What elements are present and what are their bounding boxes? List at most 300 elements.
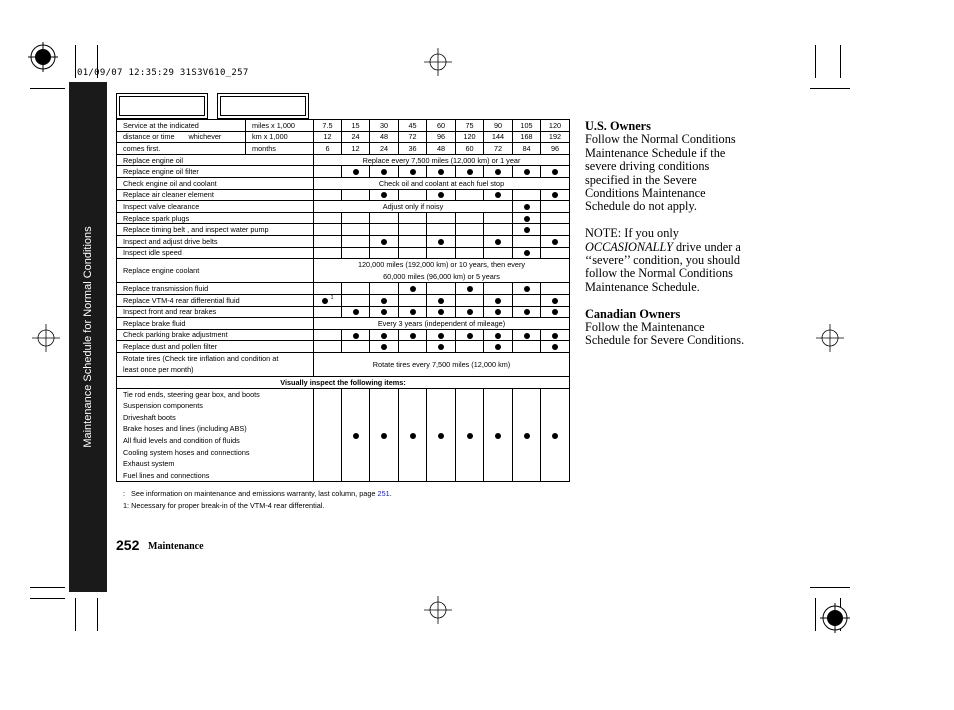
schedule-cell <box>342 189 370 201</box>
crop-mark <box>810 587 850 588</box>
crop-mark <box>810 88 850 89</box>
crop-mark <box>840 45 841 78</box>
schedule-cell <box>342 212 370 224</box>
us-owners-line: Schedule do not apply. <box>585 199 697 214</box>
schedule-cell <box>314 247 342 259</box>
schedule-cell <box>342 224 370 236</box>
interval-value: 15 <box>342 120 370 132</box>
schedule-cell <box>484 306 513 318</box>
interval-label: Service at the indicated <box>117 120 246 132</box>
note-text: NOTE: If you only <box>585 226 679 241</box>
service-dot-icon <box>524 227 530 233</box>
footnote-ref: 1 <box>330 295 334 302</box>
service-span-note: Replace every 7,500 miles (12,000 km) or 1 year <box>314 154 570 166</box>
schedule-cell <box>314 166 342 178</box>
interval-value: 48 <box>427 143 456 155</box>
schedule-cell <box>370 294 399 306</box>
service-label-line: Rotate tires (Check tire inflation and condition at <box>123 353 279 363</box>
page-number: 252 <box>116 537 140 553</box>
interval-value: 6 <box>314 143 342 155</box>
service-dot-icon <box>495 309 501 315</box>
service-row <box>117 224 570 236</box>
crosshair-icon <box>816 324 844 352</box>
schedule-cell <box>541 294 570 306</box>
maintenance-schedule-table <box>116 119 570 482</box>
interval-unit: km x 1,000 <box>246 131 314 143</box>
service-dot-icon <box>524 309 530 315</box>
interval-value: 96 <box>427 131 456 143</box>
schedule-cell <box>541 283 570 295</box>
schedule-cell <box>484 388 513 482</box>
schedule-cell <box>427 224 456 236</box>
service-dot-icon <box>552 344 558 350</box>
schedule-cell <box>399 329 427 341</box>
schedule-cell <box>541 212 570 224</box>
schedule-cell <box>399 212 427 224</box>
service-dot-icon <box>524 333 530 339</box>
service-label: Inspect idle speed <box>117 247 314 259</box>
schedule-cell <box>513 329 541 341</box>
service-dot-icon <box>552 169 558 175</box>
visual-inspection-heading: Visually inspect the following items: <box>117 377 570 389</box>
print-stamp: 01/09/07 12:35:29 31S3V610_257 <box>77 68 249 78</box>
service-dot-icon <box>353 309 359 315</box>
service-dot-icon <box>410 169 416 175</box>
schedule-cell <box>314 306 342 318</box>
service-row <box>117 189 570 201</box>
schedule-cell <box>456 283 484 295</box>
service-row <box>117 318 570 330</box>
service-row <box>117 154 570 166</box>
service-row <box>117 352 570 376</box>
schedule-cell <box>314 283 342 295</box>
note-line <box>585 227 775 240</box>
schedule-cell <box>541 166 570 178</box>
service-dot-icon <box>552 298 558 304</box>
service-dot-icon <box>353 169 359 175</box>
schedule-cell <box>484 189 513 201</box>
legend-box-left <box>116 93 208 119</box>
service-label: Replace spark plugs <box>117 212 314 224</box>
interval-label-text: whichever <box>188 132 222 142</box>
service-dot-icon <box>410 286 416 292</box>
registration-target-icon <box>820 603 850 633</box>
service-dot-icon <box>495 333 501 339</box>
schedule-cell <box>484 212 513 224</box>
service-dot-icon <box>410 333 416 339</box>
interval-value: 45 <box>399 120 427 132</box>
schedule-cell <box>399 283 427 295</box>
interval-value: 7.5 <box>314 120 342 132</box>
visual-inspection-item: Cooling system hoses and connections <box>123 447 250 457</box>
visual-inspection-item: Exhaust system <box>123 459 175 469</box>
schedule-cell <box>484 329 513 341</box>
schedule-cell <box>399 189 427 201</box>
schedule-cell <box>314 235 342 247</box>
service-dot-icon <box>524 433 530 439</box>
crop-mark <box>75 598 76 631</box>
schedule-cell <box>342 247 370 259</box>
canadian-owners-line: Schedule for Severe Conditions. <box>585 333 745 348</box>
service-dot-icon <box>552 333 558 339</box>
service-dot-icon <box>410 433 416 439</box>
schedule-cell <box>399 388 427 482</box>
schedule-cell <box>427 329 456 341</box>
interval-value: 168 <box>513 131 541 143</box>
interval-label: comes first. <box>117 143 246 155</box>
schedule-cell <box>484 283 513 295</box>
service-label: Check engine oil and coolant <box>117 177 314 189</box>
crop-mark <box>815 598 816 631</box>
schedule-cell <box>427 235 456 247</box>
interval-value: 60 <box>456 143 484 155</box>
schedule-cell <box>342 329 370 341</box>
page-section-title: Maintenance <box>148 541 204 552</box>
schedule-cell <box>513 306 541 318</box>
schedule-cell <box>314 212 342 224</box>
schedule-cell <box>513 212 541 224</box>
schedule-cell <box>427 306 456 318</box>
schedule-cell <box>399 166 427 178</box>
interval-value: 75 <box>456 120 484 132</box>
service-dot-icon <box>410 309 416 315</box>
service-dot-icon <box>495 192 501 198</box>
service-dot-icon <box>524 169 530 175</box>
schedule-cell <box>513 189 541 201</box>
schedule-cell <box>541 235 570 247</box>
schedule-cell <box>484 235 513 247</box>
service-dot-icon <box>381 169 387 175</box>
schedule-cell <box>427 189 456 201</box>
service-label: Replace transmission fluid <box>117 283 314 295</box>
service-span-note: Rotate tires every 7,500 miles (12,000 km) <box>314 352 570 376</box>
registration-target-icon <box>28 42 58 72</box>
visual-inspection-row <box>117 388 570 482</box>
visual-inspection-item: Suspension components <box>123 401 203 411</box>
schedule-cell <box>541 329 570 341</box>
service-span-note: Check oil and coolant at each fuel stop <box>314 177 570 189</box>
us-owners-text <box>585 133 775 213</box>
us-owners-line: severe driving conditions <box>585 159 710 174</box>
schedule-cell <box>314 341 342 353</box>
footnote-mark: : <box>123 489 126 498</box>
us-owners-line: Follow the Normal Conditions <box>585 132 736 147</box>
footnote-warranty <box>123 489 392 498</box>
schedule-cell <box>456 388 484 482</box>
schedule-cell <box>513 388 541 482</box>
schedule-cell <box>342 166 370 178</box>
us-owners-line: Maintenance Schedule if the <box>585 145 726 160</box>
service-span-note: Adjust only if noisy <box>314 201 513 213</box>
visual-inspection-list <box>117 388 314 482</box>
schedule-cell <box>427 341 456 353</box>
schedule-cell <box>370 329 399 341</box>
service-dot-icon <box>438 333 444 339</box>
service-row <box>117 247 570 259</box>
schedule-cell <box>314 329 342 341</box>
us-owners-line: Conditions Maintenance <box>585 186 706 201</box>
interval-value: 30 <box>370 120 399 132</box>
visual-inspection-item: Driveshaft boots <box>123 412 176 422</box>
schedule-cell <box>314 388 342 482</box>
canadian-owners-text <box>585 321 775 348</box>
schedule-cell <box>456 189 484 201</box>
service-dot-icon <box>495 433 501 439</box>
section-side-tab <box>69 82 107 592</box>
service-dot-icon <box>495 298 501 304</box>
schedule-cell <box>456 329 484 341</box>
crosshair-icon <box>32 324 60 352</box>
crop-mark <box>30 587 65 588</box>
schedule-cell <box>456 235 484 247</box>
schedule-cell <box>370 283 399 295</box>
service-row <box>117 177 570 189</box>
schedule-cell <box>541 224 570 236</box>
interval-unit: miles x 1,000 <box>246 120 314 132</box>
interval-value: 90 <box>484 120 513 132</box>
span-note-line: 60,000 miles (96,000 km) or 5 years <box>383 271 500 281</box>
crop-mark <box>815 45 816 78</box>
schedule-cell <box>484 341 513 353</box>
schedule-cell <box>456 224 484 236</box>
service-label: Replace timing belt , and inspect water pump <box>117 224 314 236</box>
schedule-cell <box>541 189 570 201</box>
interval-value: 72 <box>484 143 513 155</box>
service-dot-icon <box>438 298 444 304</box>
schedule-cell <box>399 224 427 236</box>
schedule-cell <box>456 166 484 178</box>
schedule-cell <box>456 247 484 259</box>
service-label: Inspect and adjust drive belts <box>117 235 314 247</box>
service-label: Check parking brake adjustment <box>117 329 314 341</box>
schedule-cell <box>513 294 541 306</box>
schedule-cell <box>456 212 484 224</box>
interval-label-text: distance or time <box>123 132 175 142</box>
schedule-cell <box>399 247 427 259</box>
note-line: Maintenance Schedule. <box>585 279 700 294</box>
service-dot-icon <box>467 286 473 292</box>
service-label: Inspect front and rear brakes <box>117 306 314 318</box>
note-text-block <box>585 254 775 294</box>
service-label: Replace air cleaner element <box>117 189 314 201</box>
service-dot-icon <box>438 239 444 245</box>
interval-value: 144 <box>484 131 513 143</box>
schedule-cell <box>314 224 342 236</box>
schedule-cell <box>484 294 513 306</box>
canadian-owners-line: Follow the Maintenance <box>585 320 705 335</box>
service-label: Replace engine oil filter <box>117 166 314 178</box>
schedule-cell <box>513 166 541 178</box>
schedule-cell <box>342 306 370 318</box>
schedule-cell <box>427 166 456 178</box>
schedule-cell <box>541 306 570 318</box>
interval-unit: months <box>246 143 314 155</box>
schedule-cell <box>541 388 570 482</box>
schedule-cell <box>342 294 370 306</box>
note-line: follow the Normal Conditions <box>585 266 733 281</box>
service-dot-icon <box>552 192 558 198</box>
side-tab-label: Maintenance Schedule for Normal Conditions <box>82 226 94 448</box>
schedule-cell <box>314 294 342 306</box>
service-row <box>117 341 570 353</box>
schedule-cell <box>370 212 399 224</box>
schedule-cell <box>484 166 513 178</box>
schedule-cell <box>513 247 541 259</box>
service-dot-icon <box>381 333 387 339</box>
schedule-cell <box>342 341 370 353</box>
service-dot-icon <box>524 250 530 256</box>
interval-value: 24 <box>342 131 370 143</box>
service-dot-icon <box>353 333 359 339</box>
crop-mark <box>97 598 98 631</box>
interval-value: 48 <box>370 131 399 143</box>
schedule-cell <box>456 294 484 306</box>
schedule-cell <box>399 235 427 247</box>
service-row <box>117 283 570 295</box>
interval-value: 105 <box>513 120 541 132</box>
schedule-cell <box>427 247 456 259</box>
visual-inspection-heading-row <box>117 377 570 389</box>
schedule-cell <box>370 341 399 353</box>
note-text: drive under a <box>672 239 741 254</box>
crosshair-icon <box>424 596 452 624</box>
service-row <box>117 201 570 213</box>
schedule-cell <box>456 306 484 318</box>
canadian-owners-heading: Canadian Owners <box>585 306 681 321</box>
note-emphasis: OCCASIONALLY <box>585 239 673 254</box>
schedule-cell <box>456 341 484 353</box>
service-dot-icon <box>438 309 444 315</box>
schedule-cell <box>427 388 456 482</box>
crosshair-icon <box>424 48 452 76</box>
interval-value: 36 <box>399 143 427 155</box>
service-label: Replace brake fluid <box>117 318 314 330</box>
note-line: ‘‘severe’’ condition, you should <box>585 253 741 268</box>
service-dot-icon <box>438 344 444 350</box>
service-label: Replace engine coolant <box>117 259 314 283</box>
crop-mark <box>75 45 76 78</box>
interval-value: 12 <box>342 143 370 155</box>
schedule-cell <box>370 388 399 482</box>
interval-value: 60 <box>427 120 456 132</box>
schedule-cell <box>399 306 427 318</box>
service-dot-icon <box>467 333 473 339</box>
interval-value: 192 <box>541 131 570 143</box>
schedule-cell <box>541 341 570 353</box>
crop-mark <box>30 88 65 89</box>
footnote-text: See information on maintenance and emissions warranty, last column, page <box>131 489 376 498</box>
service-dot-icon <box>381 298 387 304</box>
service-label: Inspect valve clearance <box>117 201 314 213</box>
service-dot-icon <box>322 298 328 304</box>
footnote-period: . <box>389 489 392 498</box>
service-dot-icon <box>381 309 387 315</box>
service-span-note <box>314 259 570 283</box>
service-row <box>117 235 570 247</box>
interval-value: 72 <box>399 131 427 143</box>
service-label: Replace VTM-4 rear differential fluid <box>117 294 314 306</box>
schedule-cell <box>427 294 456 306</box>
schedule-cell <box>513 283 541 295</box>
schedule-cell <box>427 283 456 295</box>
service-dot-icon <box>524 286 530 292</box>
service-row <box>117 294 570 306</box>
service-row <box>117 166 570 178</box>
us-owners-line: specified in the Severe <box>585 172 697 187</box>
schedule-cell <box>370 235 399 247</box>
service-label <box>117 352 314 376</box>
service-dot-icon <box>353 433 359 439</box>
service-dot-icon <box>524 216 530 222</box>
service-dot-icon <box>552 309 558 315</box>
service-row <box>117 259 570 283</box>
schedule-cell <box>370 224 399 236</box>
service-dot-icon <box>438 169 444 175</box>
schedule-cell <box>541 247 570 259</box>
service-dot-icon <box>552 433 558 439</box>
visual-inspection-item: Fuel lines and connections <box>123 470 210 480</box>
schedule-cell <box>513 224 541 236</box>
note-line <box>585 241 775 254</box>
service-row <box>117 212 570 224</box>
interval-row <box>117 120 570 132</box>
page-link[interactable]: 251 <box>377 489 390 498</box>
schedule-cell <box>370 189 399 201</box>
service-dot-icon <box>552 239 558 245</box>
schedule-cell <box>427 212 456 224</box>
service-dot-icon <box>438 433 444 439</box>
service-dot-icon <box>467 309 473 315</box>
service-dot-icon <box>524 204 530 210</box>
service-span-note: Every 3 years (independent of mileage) <box>314 318 570 330</box>
schedule-cell <box>399 341 427 353</box>
schedule-cell <box>370 306 399 318</box>
schedule-cell <box>314 189 342 201</box>
interval-value: 24 <box>370 143 399 155</box>
visual-inspection-item: All fluid levels and condition of fluids <box>123 436 240 446</box>
interval-value: 120 <box>456 131 484 143</box>
schedule-cell <box>370 166 399 178</box>
schedule-cell <box>513 201 541 213</box>
schedule-cell <box>342 235 370 247</box>
interval-value: 120 <box>541 120 570 132</box>
interval-value: 12 <box>314 131 342 143</box>
schedule-cell <box>370 247 399 259</box>
service-dot-icon <box>495 169 501 175</box>
schedule-cell <box>513 341 541 353</box>
interval-row <box>117 131 570 143</box>
interval-row <box>117 143 570 155</box>
service-dot-icon <box>381 433 387 439</box>
service-label: Replace dust and pollen filter <box>117 341 314 353</box>
service-dot-icon <box>495 344 501 350</box>
schedule-cell <box>513 235 541 247</box>
service-dot-icon <box>381 344 387 350</box>
legend-box-right <box>217 93 309 119</box>
service-dot-icon <box>438 192 444 198</box>
span-note-line: 120,000 miles (192,000 km) or 10 years, then every <box>357 260 526 270</box>
visual-inspection-item: Brake hoses and lines (including ABS) <box>123 424 247 434</box>
owners-notes <box>585 120 775 348</box>
service-dot-icon <box>381 192 387 198</box>
schedule-cell <box>342 283 370 295</box>
schedule-cell <box>484 247 513 259</box>
service-dot-icon <box>467 169 473 175</box>
footnote-vtm4: 1: Necessary for proper break-in of the VTM-4 rear differential. <box>123 501 325 510</box>
interval-value: 96 <box>541 143 570 155</box>
crop-mark <box>30 598 65 599</box>
schedule-cell <box>541 201 570 213</box>
